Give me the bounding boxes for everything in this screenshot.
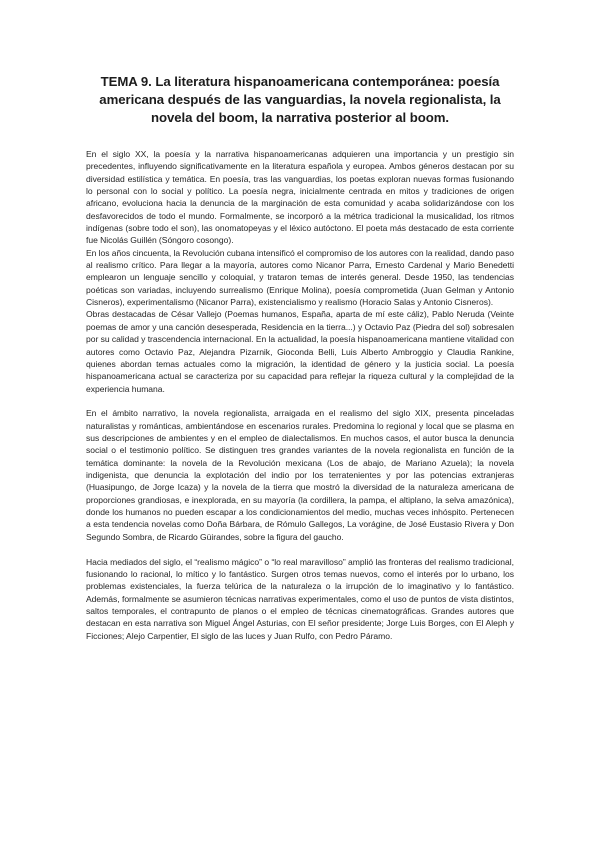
document-title: TEMA 9. La literatura hispanoamericana contemporánea: poesía americana después de las vanguardias, la novela regionalista, la novela del boom, la narrativa posterior al boom. bbox=[99, 74, 501, 125]
paragraph-fifties: En los años cincuenta, la Revolución cubana intensificó el compromiso de los autores con la realidad, dando paso al realismo crítico. Para llegar a la mayoría, autores como Nicanor Parra, Ernesto Cardenal y Mario Benedetti emplearon un lenguaje sencillo y coloquial, y trataron temas de interés general. Desde 1950, las tendencias poéticas son variadas, incluyendo surrealismo (Enrique Molina), poesía comprometida (Juan Gelman y Antonio Cisneros), experimentalismo (Nicanor Parra), existencialismo y realismo (Horacio Salas y Antonio Cisneros). bbox=[86, 247, 514, 308]
paragraph-magic-realism: Hacia mediados del siglo, el “realismo mágico” o “lo real maravilloso” amplió las fronteras del realismo tradicional, fusionando lo racional, lo mítico y lo fantástico. Surgen otros temas nuevos, como el interés por lo urbano, los problemas existenciales, la fuerza telúrica de la naturaleza o la irrupción de lo imaginativo y lo fantástico. Además, formalmente se asumieron técnicas narrativas experimentales, como el uso de puntos de vista distintos, saltos temporales, el contrapunto de planos o el empleo de técnicas cinematográficas. Grandes autores que destacan en esta narrativa son Miguel Ángel Asturias, con El señor presidente; Jorge Luis Borges, con El Aleph y Ficciones; Alejo Carpentier, El siglo de las luces y Juan Rulfo, con Pedro Páramo. bbox=[86, 556, 514, 641]
paragraph-spacer bbox=[86, 395, 514, 408]
paragraph-spacer bbox=[86, 543, 514, 556]
paragraph-intro-poetry: En el siglo XX, la poesía y la narrativa hispanoamericanas adquieren una importancia y un prestigio sin precedentes, influyendo significativamente en la literatura española y europea. Ambos géneros destacan por su diversidad estilística y temática. En poesía, tras las vanguardias, los poetas exploran nuevas formas fusionando lo personal con lo social y político. La poesía negra, inicialmente centrada en mitos y tradiciones de origen africano, evoluciona hacia la denuncia de la marginación de esta comunidad y acaba solidarizándose con los desfavorecidos de todo el mundo. Formalmente, se incorporó a la métrica tradicional la musicalidad, los ritmos indígenas (sobre todo el son), las onomatopeyas y el léxico autóctono. El poeta más destacado de esta corriente fue Nicolás Guillén (Sóngoro cosongo). bbox=[86, 149, 514, 246]
paragraph-notable-works: Obras destacadas de César Vallejo (Poemas humanos, España, aparta de mí este cáliz), Pablo Neruda (Veinte poemas de amor y una canción desesperada, Residencia en la tierra...) y Octavio Paz (Piedra del sol) sobresalen por su calidad y trascendencia internacional. En la actualidad, la poesía hispanoamericana mantiene vitalidad con autores como Octavio Paz, Alejandra Pizarnik, Gioconda Belli, Luis Alberto Ambroggio y Claudia Rankine, quienes abordan temas actuales como la migración, la identidad de género y la justicia social. La poesía hispanoamericana actual se caracteriza por su capacidad para reflejar la riqueza cultural y la complejidad de la experiencia humana. bbox=[86, 309, 514, 394]
paragraph-regionalist-novel: En el ámbito narrativo, la novela regionalista, arraigada en el realismo del siglo XIX, presenta pinceladas naturalistas y románticas, ambientándose en escenarios rurales. Predomina lo regional y local que se plasma en sus descripciones de ambientes y en el empleo de dialectalismos. En muchos casos, el autor busca la denuncia social o el testimonio político. Se distinguen tres grandes variantes de la novela regionalista en función de la temática dominante: la novela de la Revolución mexicana (Los de abajo, de Mariano Azuela); la novela indigenista, que denuncia la explotación del indio por los terratenientes y por las potencias extranjeras (Huasipungo, de Jorge Icaza) y la novela de la tierra que mostró la diversidad de la naturaleza americana de proporciones grandiosas, e inexplorada, en su mayoría (la cordillera, la pampa, el altiplano, la selva amazónica), donde los humanos no pueden escapar a los condicionamientos del medio, muchas veces inhóspito. Pertenecen a esta tendencia novelas como Doña Bárbara, de Rómulo Gallegos, La vorágine, de José Eustasio Rivera y Don Segundo Sombra, de Ricardo Güirandes, sobre la figura del gaucho. bbox=[86, 408, 514, 542]
